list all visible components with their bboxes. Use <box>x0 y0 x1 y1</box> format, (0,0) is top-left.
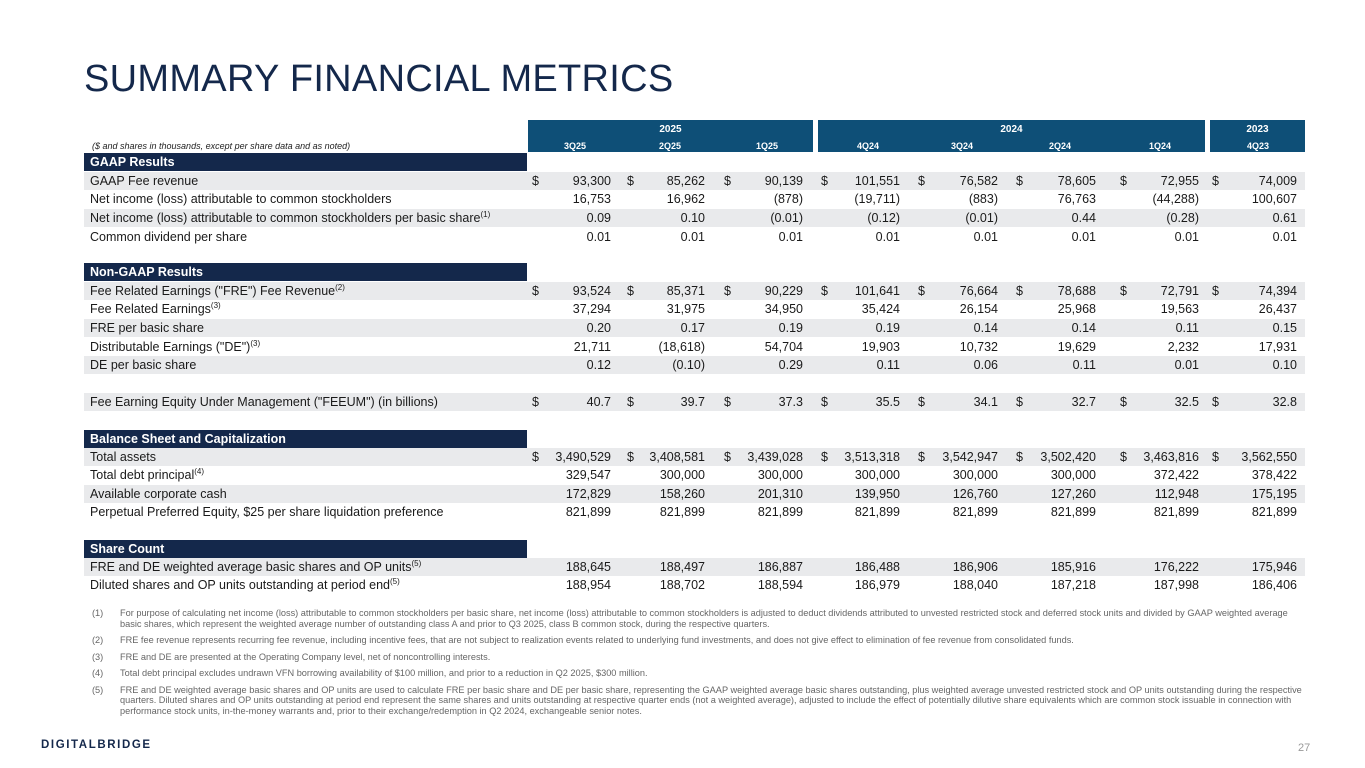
cell-value: 0.14 <box>1071 321 1096 335</box>
cell-value: 300,000 <box>757 468 803 482</box>
cell-value: 85,262 <box>666 174 705 188</box>
cell-value: (878) <box>773 192 803 206</box>
page-number: 27 <box>1298 742 1311 754</box>
table-row <box>84 172 1305 190</box>
row-label <box>90 192 392 206</box>
cell-value: 0.12 <box>586 358 611 372</box>
cell-value: 76,664 <box>959 284 998 298</box>
cell-value: 176,222 <box>1153 560 1199 574</box>
cell-value: 175,946 <box>1251 560 1297 574</box>
row-label-text: Total debt principal <box>90 468 195 482</box>
cell-value: 329,547 <box>565 468 611 482</box>
cell-value: 3,513,318 <box>844 450 900 464</box>
cell-value: 821,899 <box>854 505 900 519</box>
cell-value: 32.7 <box>1071 395 1096 409</box>
cell-value: 32.8 <box>1272 395 1297 409</box>
dollar-sign: $ <box>532 450 539 464</box>
cell-value: 85,371 <box>666 284 705 298</box>
cell-value: 26,154 <box>959 302 998 316</box>
table-row <box>84 576 1305 594</box>
cell-value: 16,753 <box>572 192 611 206</box>
dollar-sign: $ <box>821 395 828 409</box>
quarter-header: 1Q25 <box>755 141 779 151</box>
cell-value: 72,955 <box>1160 174 1199 188</box>
cell-value: 19,629 <box>1057 340 1096 354</box>
cell-value: 0.09 <box>586 211 611 225</box>
row-label <box>90 174 198 188</box>
cell-value: 186,488 <box>854 560 900 574</box>
dollar-sign: $ <box>918 450 925 464</box>
cell-value: 93,524 <box>572 284 611 298</box>
cell-value: 187,218 <box>1050 578 1096 592</box>
row-label <box>90 578 400 592</box>
dollar-sign: $ <box>627 395 634 409</box>
cell-value: 188,645 <box>565 560 611 574</box>
units-note: ($ and shares in thousands, except per share data and as noted) <box>92 141 351 151</box>
footnote-text: For purpose of calculating net income (loss) attributable to common stockholders per basic share, net income (loss) attributable to common stockholders is adjusted to deduct dividends attributed to unvested restricted stock and deferred stock units and divided by GAAP weighted average basic shares, which represent the weighted average number of outstanding class A and prior to Q3 2025, class B common stock, during the respective quarters. <box>120 608 1288 629</box>
cell-value: 139,950 <box>854 487 900 501</box>
dollar-sign: $ <box>821 450 828 464</box>
cell-value: (18,618) <box>658 340 705 354</box>
row-label <box>90 395 438 409</box>
row-label-text: Available corporate cash <box>90 487 227 501</box>
footnote-ref: (4) <box>194 467 205 476</box>
cell-value: 101,641 <box>854 284 900 298</box>
quarter-header: 1Q24 <box>1148 141 1172 151</box>
cell-value: 0.01 <box>1174 358 1199 372</box>
cell-value: 821,899 <box>1153 505 1199 519</box>
cell-value: 821,899 <box>757 505 803 519</box>
table-row <box>84 209 1305 227</box>
row-label-text: GAAP Fee revenue <box>90 174 199 188</box>
row-label-text: Common dividend per share <box>90 230 248 244</box>
section-header <box>84 263 527 281</box>
cell-value: 372,422 <box>1153 468 1199 482</box>
cell-value: 34,950 <box>764 302 803 316</box>
dollar-sign: $ <box>532 174 539 188</box>
cell-value: 3,463,816 <box>1143 450 1199 464</box>
row-label <box>90 211 490 225</box>
dollar-sign: $ <box>627 450 634 464</box>
cell-value: 821,899 <box>659 505 705 519</box>
table-row <box>84 319 1305 337</box>
cell-value: (19,711) <box>854 192 900 206</box>
row-label <box>90 450 156 464</box>
cell-value: 90,229 <box>764 284 803 298</box>
row-label-text: FRE and DE weighted average basic shares and OP units <box>90 560 412 574</box>
row-label-text: Fee Related Earnings <box>90 302 211 316</box>
table-row <box>84 503 1305 521</box>
dollar-sign: $ <box>724 450 731 464</box>
quarter-header: 2Q25 <box>658 141 682 151</box>
footnote-ref: (3) <box>210 301 221 310</box>
cell-value: 35.5 <box>875 395 900 409</box>
section-header <box>84 153 527 171</box>
cell-value: 31,975 <box>666 302 705 316</box>
cell-value: 188,040 <box>952 578 998 592</box>
cell-value: 3,439,028 <box>747 450 803 464</box>
dollar-sign: $ <box>821 174 828 188</box>
footnote-number: (3) <box>92 651 104 662</box>
row-label <box>90 230 247 244</box>
footnote <box>92 635 1307 646</box>
cell-value: (0.10) <box>672 358 705 372</box>
cell-value: 188,954 <box>565 578 611 592</box>
dollar-sign: $ <box>724 284 731 298</box>
table-row <box>84 466 1305 484</box>
year-band-2024 <box>818 120 1205 152</box>
cell-value: 0.11 <box>876 358 900 372</box>
dollar-sign: $ <box>532 284 539 298</box>
table-row <box>84 393 1305 411</box>
cell-value: 74,009 <box>1258 174 1297 188</box>
cell-value: 0.61 <box>1272 211 1297 225</box>
table-row <box>84 300 1305 318</box>
section-title: Balance Sheet and Capitalization <box>90 432 286 446</box>
cell-value: 93,300 <box>572 174 611 188</box>
cell-value: 201,310 <box>757 487 803 501</box>
cell-value: 186,406 <box>1251 578 1297 592</box>
cell-value: 0.10 <box>1272 358 1297 372</box>
cell-value: 158,260 <box>659 487 705 501</box>
footnotes <box>92 608 1307 722</box>
footnote-ref: (1) <box>480 210 491 219</box>
cell-value: 54,704 <box>764 340 803 354</box>
table-row <box>84 190 1305 208</box>
cell-value: 821,899 <box>1251 505 1297 519</box>
dollar-sign: $ <box>1212 284 1219 298</box>
cell-value: 90,139 <box>764 174 803 188</box>
cell-value: 0.01 <box>586 230 611 244</box>
cell-value: 0.29 <box>778 358 803 372</box>
cell-value: 185,916 <box>1050 560 1096 574</box>
dollar-sign: $ <box>1120 284 1127 298</box>
row-label-text: Distributable Earnings ("DE") <box>90 340 251 354</box>
footnote <box>92 652 1307 663</box>
cell-value: 0.14 <box>973 321 998 335</box>
row-label <box>90 505 443 519</box>
cell-value: 186,887 <box>757 560 803 574</box>
dollar-sign: $ <box>724 395 731 409</box>
cell-value: 0.01 <box>973 230 998 244</box>
cell-value: 0.44 <box>1071 211 1096 225</box>
quarter-header: 3Q24 <box>950 141 974 151</box>
cell-value: 821,899 <box>952 505 998 519</box>
footnote-ref: (5) <box>389 577 400 586</box>
cell-value: 0.15 <box>1272 321 1297 335</box>
cell-value: (883) <box>968 192 998 206</box>
cell-value: 37.3 <box>778 395 803 409</box>
footnote-number: (2) <box>92 635 104 645</box>
cell-value: 112,948 <box>1154 487 1199 501</box>
cell-value: 187,998 <box>1153 578 1199 592</box>
cell-value: 126,760 <box>952 487 998 501</box>
row-label-text: Fee Earning Equity Under Management ("FEEUM") (in billions) <box>90 395 438 409</box>
dollar-sign: $ <box>1212 174 1219 188</box>
row-label <box>90 340 260 354</box>
row-label <box>90 321 204 335</box>
section-title: Non-GAAP Results <box>90 265 203 279</box>
footnote-number: (5) <box>92 684 104 695</box>
cell-value: 0.01 <box>680 230 705 244</box>
cell-value: 175,195 <box>1251 487 1297 501</box>
dollar-sign: $ <box>1120 395 1127 409</box>
cell-value: 186,979 <box>854 578 900 592</box>
cell-value: 74,394 <box>1258 284 1297 298</box>
year-label: 2025 <box>659 124 682 135</box>
cell-value: 300,000 <box>854 468 900 482</box>
dollar-sign: $ <box>1212 395 1219 409</box>
cell-value: 0.20 <box>586 321 611 335</box>
dollar-sign: $ <box>1016 395 1023 409</box>
footnote <box>92 685 1307 717</box>
table-row <box>84 558 1305 576</box>
cell-value: (44,288) <box>1152 192 1199 206</box>
cell-value: 378,422 <box>1251 468 1297 482</box>
quarter-header: 2Q24 <box>1048 141 1072 151</box>
digitalbridge-logo: DIGITALBRIDGE <box>41 739 152 751</box>
footnote-ref: (5) <box>411 559 422 568</box>
cell-value: 0.19 <box>778 321 803 335</box>
cell-value: 300,000 <box>659 468 705 482</box>
cell-value: 40.7 <box>586 395 611 409</box>
cell-value: 76,763 <box>1057 192 1096 206</box>
cell-value: 188,702 <box>659 578 705 592</box>
cell-value: 10,732 <box>959 340 998 354</box>
cell-value: 821,899 <box>565 505 611 519</box>
footnote-text: FRE and DE are presented at the Operating Company level, net of noncontrolling interests. <box>120 651 491 662</box>
cell-value: 300,000 <box>1050 468 1096 482</box>
footnote-text: FRE fee revenue represents recurring fee revenue, including incentive fees, that are not subject to realization events related to underlying fund investments, and does not give effect to elimination of fee revenue from consolidated funds. <box>120 635 1074 645</box>
cell-value: 0.01 <box>1174 230 1199 244</box>
dollar-sign: $ <box>1016 174 1023 188</box>
cell-value: 188,497 <box>659 560 705 574</box>
cell-value: 26,437 <box>1258 302 1297 316</box>
row-label <box>90 302 221 316</box>
cell-value: 37,294 <box>572 302 611 316</box>
cell-value: 0.01 <box>1272 230 1297 244</box>
cell-value: 72,791 <box>1160 284 1199 298</box>
section-header <box>84 540 527 558</box>
dollar-sign: $ <box>918 174 925 188</box>
row-label-text: FRE per basic share <box>90 321 204 335</box>
cell-value: 101,551 <box>854 174 900 188</box>
cell-value: 186,906 <box>952 560 998 574</box>
year-band-2025 <box>528 120 813 152</box>
cell-value: 0.01 <box>778 230 803 244</box>
cell-value: 172,829 <box>565 487 611 501</box>
dollar-sign: $ <box>1120 174 1127 188</box>
footnote-text: Total debt principal excludes undrawn VFN borrowing availability of $100 million, and prior to a reduction in Q2 2025, $300 million. <box>120 668 648 678</box>
footnote-text: FRE and DE weighted average basic shares and OP units are used to calculate FRE per basic share and DE per basic share, representing the GAAP weighted average basic shares outstanding, plus weighted average unvested restricted stock and OP units outstanding during the respective quarters. Diluted shares and OP units outstanding at period end represent the same shares and units outstanding at respective quarter ends (not a weighted average), adjusted to include the effect of potentially dilutive share equivalents which are common stock issuable in connection with performance stock units, in-the-money warrants and, prior to their exchange/redemption in Q2 2024, exchangeable senior notes. <box>120 684 1302 716</box>
cell-value: 19,563 <box>1160 302 1199 316</box>
row-label-text: Net income (loss) attributable to common stockholders <box>90 192 392 206</box>
cell-value: 3,502,420 <box>1040 450 1096 464</box>
cell-value: 3,562,550 <box>1241 450 1297 464</box>
row-label-text: Fee Related Earnings ("FRE") Fee Revenue <box>90 284 336 298</box>
quarter-header: 4Q23 <box>1246 141 1270 151</box>
section-title: GAAP Results <box>90 155 175 169</box>
footnote <box>92 668 1307 679</box>
cell-value: (0.01) <box>770 211 803 225</box>
row-label-text: DE per basic share <box>90 358 197 372</box>
cell-value: 0.10 <box>680 211 705 225</box>
cell-value: 39.7 <box>680 395 705 409</box>
cell-value: 0.01 <box>1071 230 1096 244</box>
cell-value: 3,490,529 <box>555 450 611 464</box>
cell-value: 0.01 <box>875 230 900 244</box>
cell-value: (0.28) <box>1166 211 1199 225</box>
table-row <box>84 282 1305 300</box>
year-band-2023 <box>1210 120 1305 152</box>
table-row <box>84 338 1305 356</box>
cell-value: 2,232 <box>1167 340 1199 354</box>
dollar-sign: $ <box>532 395 539 409</box>
quarter-header: 3Q25 <box>563 141 587 151</box>
section-header <box>84 430 527 448</box>
cell-value: 78,605 <box>1057 174 1096 188</box>
cell-value: 21,711 <box>573 340 611 354</box>
cell-value: (0.12) <box>867 211 900 225</box>
row-label-text: Diluted shares and OP units outstanding at period end <box>90 578 390 592</box>
table-row <box>84 356 1305 374</box>
cell-value: 32.5 <box>1174 395 1199 409</box>
row-label <box>90 284 345 298</box>
footnote-number: (1) <box>92 608 104 618</box>
cell-value: 76,582 <box>959 174 998 188</box>
cell-value: 821,899 <box>1050 505 1096 519</box>
cell-value: 34.1 <box>973 395 998 409</box>
cell-value: 188,594 <box>757 578 803 592</box>
cell-value: 0.06 <box>973 358 998 372</box>
cell-value: 100,607 <box>1251 192 1297 206</box>
row-label <box>90 358 196 372</box>
row-label <box>90 468 204 482</box>
year-label: 2023 <box>1246 124 1269 135</box>
year-label: 2024 <box>1000 124 1023 135</box>
quarter-header: 4Q24 <box>856 141 880 151</box>
cell-value: 0.11 <box>1072 358 1096 372</box>
cell-value: 3,542,947 <box>942 450 998 464</box>
cell-value: 17,931 <box>1258 340 1297 354</box>
footnote <box>92 608 1307 629</box>
cell-value: 78,688 <box>1057 284 1096 298</box>
dollar-sign: $ <box>918 284 925 298</box>
cell-value: 3,408,581 <box>649 450 705 464</box>
dollar-sign: $ <box>1016 450 1023 464</box>
row-label-text: Total assets <box>90 450 157 464</box>
cell-value: 19,903 <box>861 340 900 354</box>
dollar-sign: $ <box>627 284 634 298</box>
cell-value: 0.11 <box>1175 321 1199 335</box>
cell-value: 25,968 <box>1057 302 1096 316</box>
cell-value: 0.17 <box>680 321 705 335</box>
section-title: Share Count <box>90 542 165 556</box>
table-row <box>84 448 1305 466</box>
cell-value: 300,000 <box>952 468 998 482</box>
dollar-sign: $ <box>724 174 731 188</box>
table-row <box>84 228 1305 246</box>
dollar-sign: $ <box>1212 450 1219 464</box>
dollar-sign: $ <box>918 395 925 409</box>
cell-value: 35,424 <box>861 302 900 316</box>
row-label <box>90 560 421 574</box>
dollar-sign: $ <box>1016 284 1023 298</box>
row-label-text: Perpetual Preferred Equity, $25 per share liquidation preference <box>90 505 444 519</box>
row-label <box>90 487 227 501</box>
cell-value: 0.19 <box>875 321 900 335</box>
footnote-ref: (3) <box>250 339 261 348</box>
dollar-sign: $ <box>821 284 828 298</box>
dollar-sign: $ <box>1120 450 1127 464</box>
row-label-text: Net income (loss) attributable to common stockholders per basic share <box>90 211 481 225</box>
dollar-sign: $ <box>627 174 634 188</box>
page-title: SUMMARY FINANCIAL METRICS <box>84 58 674 100</box>
cell-value: 16,962 <box>666 192 705 206</box>
table-row <box>84 485 1305 503</box>
cell-value: (0.01) <box>965 211 998 225</box>
cell-value: 127,260 <box>1050 487 1096 501</box>
footnote-ref: (2) <box>335 283 345 292</box>
footnote-number: (4) <box>92 668 104 678</box>
